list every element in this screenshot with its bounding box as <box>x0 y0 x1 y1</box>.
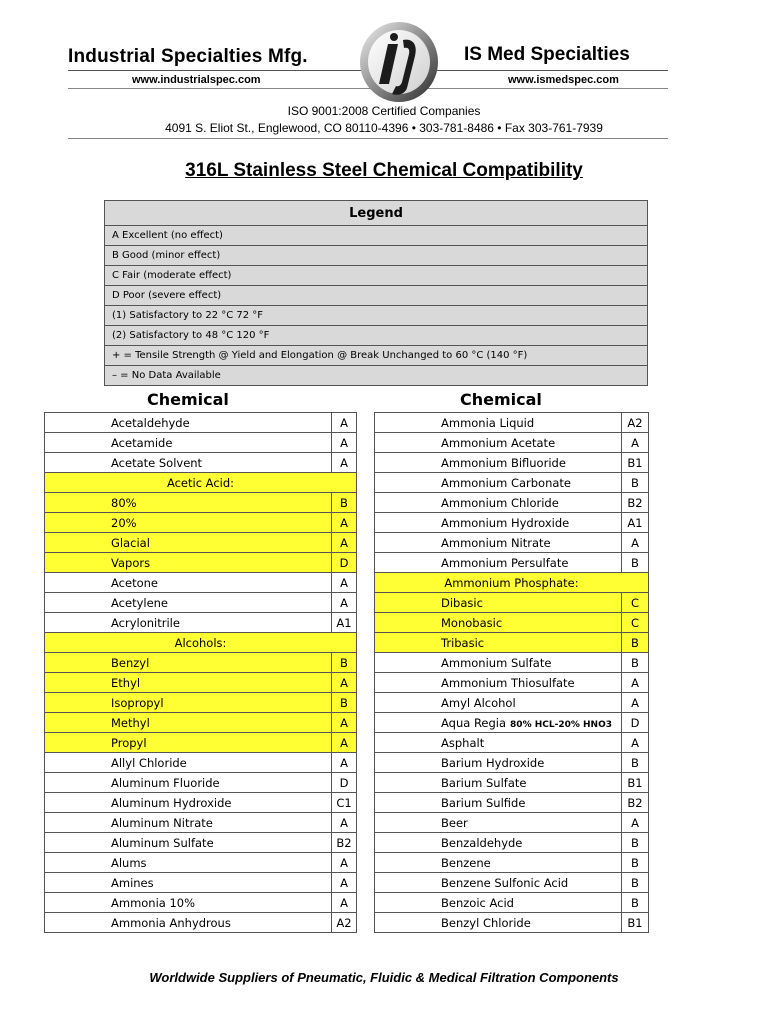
company-name-right: IS Med Specialties <box>464 44 630 65</box>
chemical-name: Ammonium Nitrate <box>441 535 551 550</box>
rating-cell: A <box>332 513 357 533</box>
chemical-name: Aluminum Fluoride <box>111 775 220 790</box>
chemical-name: Aluminum Nitrate <box>111 815 213 830</box>
rating-cell: A <box>622 813 649 833</box>
rating-cell: A2 <box>332 913 357 933</box>
rating-cell: B <box>332 693 357 713</box>
chemical-name-cell <box>375 473 622 493</box>
chemical-table-left <box>44 412 357 933</box>
chemical-name-cell <box>375 533 622 553</box>
chemical-name: Dibasic <box>441 595 483 610</box>
rating-cell: A <box>332 893 357 913</box>
chemical-name-cell <box>375 813 622 833</box>
table-row <box>375 653 649 673</box>
chemical-name-cell <box>45 733 332 753</box>
chemical-name-cell <box>375 873 622 893</box>
table-row <box>45 833 357 853</box>
legend-item: (1) Satisfactory to 22 °C 72 °F <box>105 306 648 326</box>
table-row <box>45 853 357 873</box>
rating-cell: A <box>332 453 357 473</box>
chemical-name-cell <box>375 453 622 473</box>
chemical-name: Acetone <box>111 575 158 590</box>
chemical-name-cell <box>375 633 622 653</box>
rating-cell: A <box>332 673 357 693</box>
chemical-name-cell <box>45 693 332 713</box>
rating-cell: B2 <box>332 833 357 853</box>
table-row <box>375 853 649 873</box>
rating-cell: A <box>622 533 649 553</box>
rating-cell: D <box>622 713 649 733</box>
chemical-table-right <box>374 412 649 933</box>
iso-certification: ISO 9001:2008 Certified Companies <box>287 104 481 118</box>
page-title: 316L Stainless Steel Chemical Compatibility <box>185 160 583 181</box>
chemical-name-cell <box>45 433 332 453</box>
chemical-name-cell <box>375 413 622 433</box>
chemical-name-cell <box>45 413 332 433</box>
chemical-name-cell <box>375 833 622 853</box>
url-right[interactable]: www.ismedspec.com <box>508 74 619 86</box>
rating-cell: B <box>622 473 649 493</box>
rating-cell: B <box>622 833 649 853</box>
table-row <box>45 773 357 793</box>
chemical-name: Ammonium Thiosulfate <box>441 675 575 690</box>
chemical-name: Amines <box>111 875 154 890</box>
chemical-name-cell <box>375 493 622 513</box>
table-row <box>45 713 357 733</box>
chemical-name: Barium Hydroxide <box>441 755 545 770</box>
table-row <box>375 793 649 813</box>
chemical-name-cell <box>375 753 622 773</box>
chemical-name-cell <box>375 513 622 533</box>
rating-cell: A <box>622 673 649 693</box>
chemical-name-cell <box>45 793 332 813</box>
rating-cell: B2 <box>622 793 649 813</box>
chemical-name: Asphalt <box>441 735 485 750</box>
rating-cell: D <box>332 553 357 573</box>
chemical-name: Acetamide <box>111 435 173 450</box>
chemical-name: Ammonium Sulfate <box>441 655 552 670</box>
chemical-name: Amyl Alcohol <box>441 695 516 710</box>
chemical-name-cell <box>375 773 622 793</box>
rating-cell: A <box>332 873 357 893</box>
chemical-name: 20% <box>111 515 137 530</box>
is-logo-icon <box>358 20 440 104</box>
rating-cell: A2 <box>622 413 649 433</box>
chemical-name: Beer <box>441 815 468 830</box>
chemical-name-cell <box>45 853 332 873</box>
chemical-name-cell <box>375 713 622 733</box>
table-row <box>375 733 649 753</box>
table-row <box>375 553 649 573</box>
chemical-name: Alums <box>111 855 147 870</box>
chemical-name: Barium Sulfate <box>441 775 527 790</box>
table-row <box>375 913 649 933</box>
chemical-name: Ammonium Acetate <box>441 435 556 450</box>
table-row <box>45 453 357 473</box>
chemical-column-heading-left: Chemical <box>147 390 229 409</box>
legend-item: + = Tensile Strength @ Yield and Elongation @ Break Unchanged to 60 °C (140 °F) <box>105 346 648 366</box>
rating-cell: A <box>332 533 357 553</box>
chemical-name: Acetaldehyde <box>111 415 190 430</box>
chemical-name-cell <box>375 793 622 813</box>
table-row <box>375 633 649 653</box>
rating-cell: B <box>622 853 649 873</box>
rating-cell: A <box>332 713 357 733</box>
chemical-name-cell <box>375 613 622 633</box>
table-row <box>375 513 649 533</box>
table-row <box>375 593 649 613</box>
rating-cell: B <box>332 493 357 513</box>
chemical-name-cell <box>45 753 332 773</box>
table-row <box>45 413 357 433</box>
rating-cell: B <box>622 633 649 653</box>
table-row <box>45 793 357 813</box>
chemical-name: Methyl <box>111 715 150 730</box>
chemical-name: Vapors <box>111 555 151 570</box>
table-row <box>45 433 357 453</box>
rating-cell: A <box>622 693 649 713</box>
chemical-name-cell <box>375 913 622 933</box>
table-row <box>375 413 649 433</box>
chemical-name-cell <box>45 913 332 933</box>
table-row <box>375 433 649 453</box>
table-row <box>375 673 649 693</box>
legend-item: – = No Data Available <box>105 366 648 386</box>
footer-tagline: Worldwide Suppliers of Pneumatic, Fluidic & Medical Filtration Components <box>149 970 619 985</box>
chemical-name: Aluminum Sulfate <box>111 835 214 850</box>
rating-cell: B1 <box>622 453 649 473</box>
chemical-name: Benzene Sulfonic Acid <box>441 875 569 890</box>
table-row <box>45 513 357 533</box>
chemical-name-cell <box>45 593 332 613</box>
rating-cell: A <box>622 433 649 453</box>
rating-cell: B1 <box>622 913 649 933</box>
company-name-left: Industrial Specialties Mfg. <box>68 46 308 67</box>
chemical-name-cell <box>45 453 332 473</box>
chemical-name-cell <box>45 673 332 693</box>
chemical-name-cell <box>375 733 622 753</box>
chemical-name-cell <box>45 893 332 913</box>
chemical-name-cell <box>375 893 622 913</box>
table-row <box>375 493 649 513</box>
chemical-name-cell <box>375 853 622 873</box>
legend-item: (2) Satisfactory to 48 °C 120 °F <box>105 326 648 346</box>
chemical-name: 80% <box>111 495 137 510</box>
chemical-note: 80% HCL-20% HNO3 <box>510 719 612 730</box>
legend-item: B Good (minor effect) <box>105 246 648 266</box>
chemical-name: Ammonia Liquid <box>441 415 535 430</box>
chemical-name: Acetate Solvent <box>111 455 203 470</box>
group-heading: Ammonium Phosphate: <box>375 573 649 593</box>
rating-cell: A <box>332 413 357 433</box>
chemical-name: Benzaldehyde <box>441 835 523 850</box>
table-row <box>375 873 649 893</box>
legend-heading: Legend <box>105 201 648 226</box>
table-row <box>45 553 357 573</box>
rating-cell: B <box>622 893 649 913</box>
chemical-name: Benzyl Chloride <box>441 915 531 930</box>
chemical-name: Ammonia Anhydrous <box>111 915 231 930</box>
rating-cell: A1 <box>332 613 357 633</box>
rating-cell: A <box>332 733 357 753</box>
table-row <box>375 473 649 493</box>
table-row <box>375 773 649 793</box>
chemical-name: Benzoic Acid <box>441 895 514 910</box>
chemical-column-heading-right: Chemical <box>460 390 542 409</box>
rating-cell: B1 <box>622 773 649 793</box>
chemical-name: Allyl Chloride <box>111 755 187 770</box>
chemical-name-cell <box>375 553 622 573</box>
chemical-name-cell <box>375 673 622 693</box>
chemical-name-cell <box>375 653 622 673</box>
legend-table <box>104 200 648 386</box>
chemical-name: Acrylonitrile <box>111 615 180 630</box>
table-row <box>375 693 649 713</box>
table-row <box>45 633 357 653</box>
table-row <box>45 533 357 553</box>
chemical-name-cell <box>375 593 622 613</box>
rating-cell: A <box>332 573 357 593</box>
chemical-name: Glacial <box>111 535 150 550</box>
rating-cell: B <box>622 873 649 893</box>
table-row <box>45 693 357 713</box>
table-row <box>375 753 649 773</box>
chemical-name-cell <box>375 693 622 713</box>
rating-cell: B2 <box>622 493 649 513</box>
table-row <box>45 913 357 933</box>
table-row <box>45 573 357 593</box>
chemical-name: Aqua Regia <box>441 715 507 730</box>
rating-cell: A <box>332 593 357 613</box>
header-rule-3 <box>68 138 668 139</box>
chemical-name-cell <box>45 553 332 573</box>
chemical-name-cell <box>45 533 332 553</box>
chemical-name-cell <box>375 433 622 453</box>
rating-cell: B <box>622 553 649 573</box>
chemical-name: Ammonium Chloride <box>441 495 559 510</box>
rating-cell: A <box>332 853 357 873</box>
table-row <box>45 653 357 673</box>
table-row <box>45 493 357 513</box>
table-row <box>45 673 357 693</box>
chemical-name: Ammonia 10% <box>111 895 196 910</box>
table-row <box>45 813 357 833</box>
chemical-name: Barium Sulfide <box>441 795 526 810</box>
chemical-name-cell <box>45 773 332 793</box>
chemical-name-cell <box>45 573 332 593</box>
chemical-name: Ammonium Persulfate <box>441 555 569 570</box>
chemical-name: Acetylene <box>111 595 169 610</box>
table-row <box>45 473 357 493</box>
chemical-name: Ammonium Bifluoride <box>441 455 566 470</box>
table-row <box>45 753 357 773</box>
legend-item: A Excellent (no effect) <box>105 226 648 246</box>
chemical-name: Tribasic <box>441 635 485 650</box>
chemical-name-cell <box>45 813 332 833</box>
group-heading: Acetic Acid: <box>45 473 357 493</box>
rating-cell: C <box>622 613 649 633</box>
legend-item: C Fair (moderate effect) <box>105 266 648 286</box>
chemical-name: Ammonium Hydroxide <box>441 515 570 530</box>
chemical-name-cell <box>45 713 332 733</box>
chemical-name-cell <box>45 513 332 533</box>
chemical-name-cell <box>45 493 332 513</box>
table-row <box>45 873 357 893</box>
chemical-name: Monobasic <box>441 615 503 630</box>
chemical-name: Isopropyl <box>111 695 164 710</box>
chemical-name: Propyl <box>111 735 147 750</box>
table-row <box>45 613 357 633</box>
rating-cell: B <box>622 753 649 773</box>
rating-cell: A <box>622 733 649 753</box>
table-row <box>45 593 357 613</box>
table-row <box>45 893 357 913</box>
group-heading: Alcohols: <box>45 633 357 653</box>
table-row <box>375 453 649 473</box>
rating-cell: A <box>332 753 357 773</box>
table-row <box>375 613 649 633</box>
chemical-name-cell <box>45 613 332 633</box>
legend-item: D Poor (severe effect) <box>105 286 648 306</box>
chemical-name: Ethyl <box>111 675 141 690</box>
chemical-name: Benzene <box>441 855 491 870</box>
chemical-name-cell <box>45 833 332 853</box>
url-left[interactable]: www.industrialspec.com <box>132 74 261 86</box>
company-address: 4091 S. Eliot St., Englewood, CO 80110-4396 • 303-781-8486 • Fax 303-761-7939 <box>165 121 603 135</box>
table-row <box>375 813 649 833</box>
rating-cell: C1 <box>332 793 357 813</box>
rating-cell: D <box>332 773 357 793</box>
table-row <box>375 833 649 853</box>
table-row <box>375 573 649 593</box>
rating-cell: A <box>332 433 357 453</box>
table-row <box>45 733 357 753</box>
table-row <box>375 893 649 913</box>
table-row <box>375 533 649 553</box>
rating-cell: C <box>622 593 649 613</box>
rating-cell: B <box>622 653 649 673</box>
chemical-name-cell <box>45 873 332 893</box>
rating-cell: A1 <box>622 513 649 533</box>
rating-cell: B <box>332 653 357 673</box>
chemical-name-cell <box>45 653 332 673</box>
table-row <box>375 713 649 733</box>
rating-cell: A <box>332 813 357 833</box>
chemical-name: Benzyl <box>111 655 150 670</box>
chemical-name: Aluminum Hydroxide <box>111 795 232 810</box>
chemical-name: Ammonium Carbonate <box>441 475 571 490</box>
